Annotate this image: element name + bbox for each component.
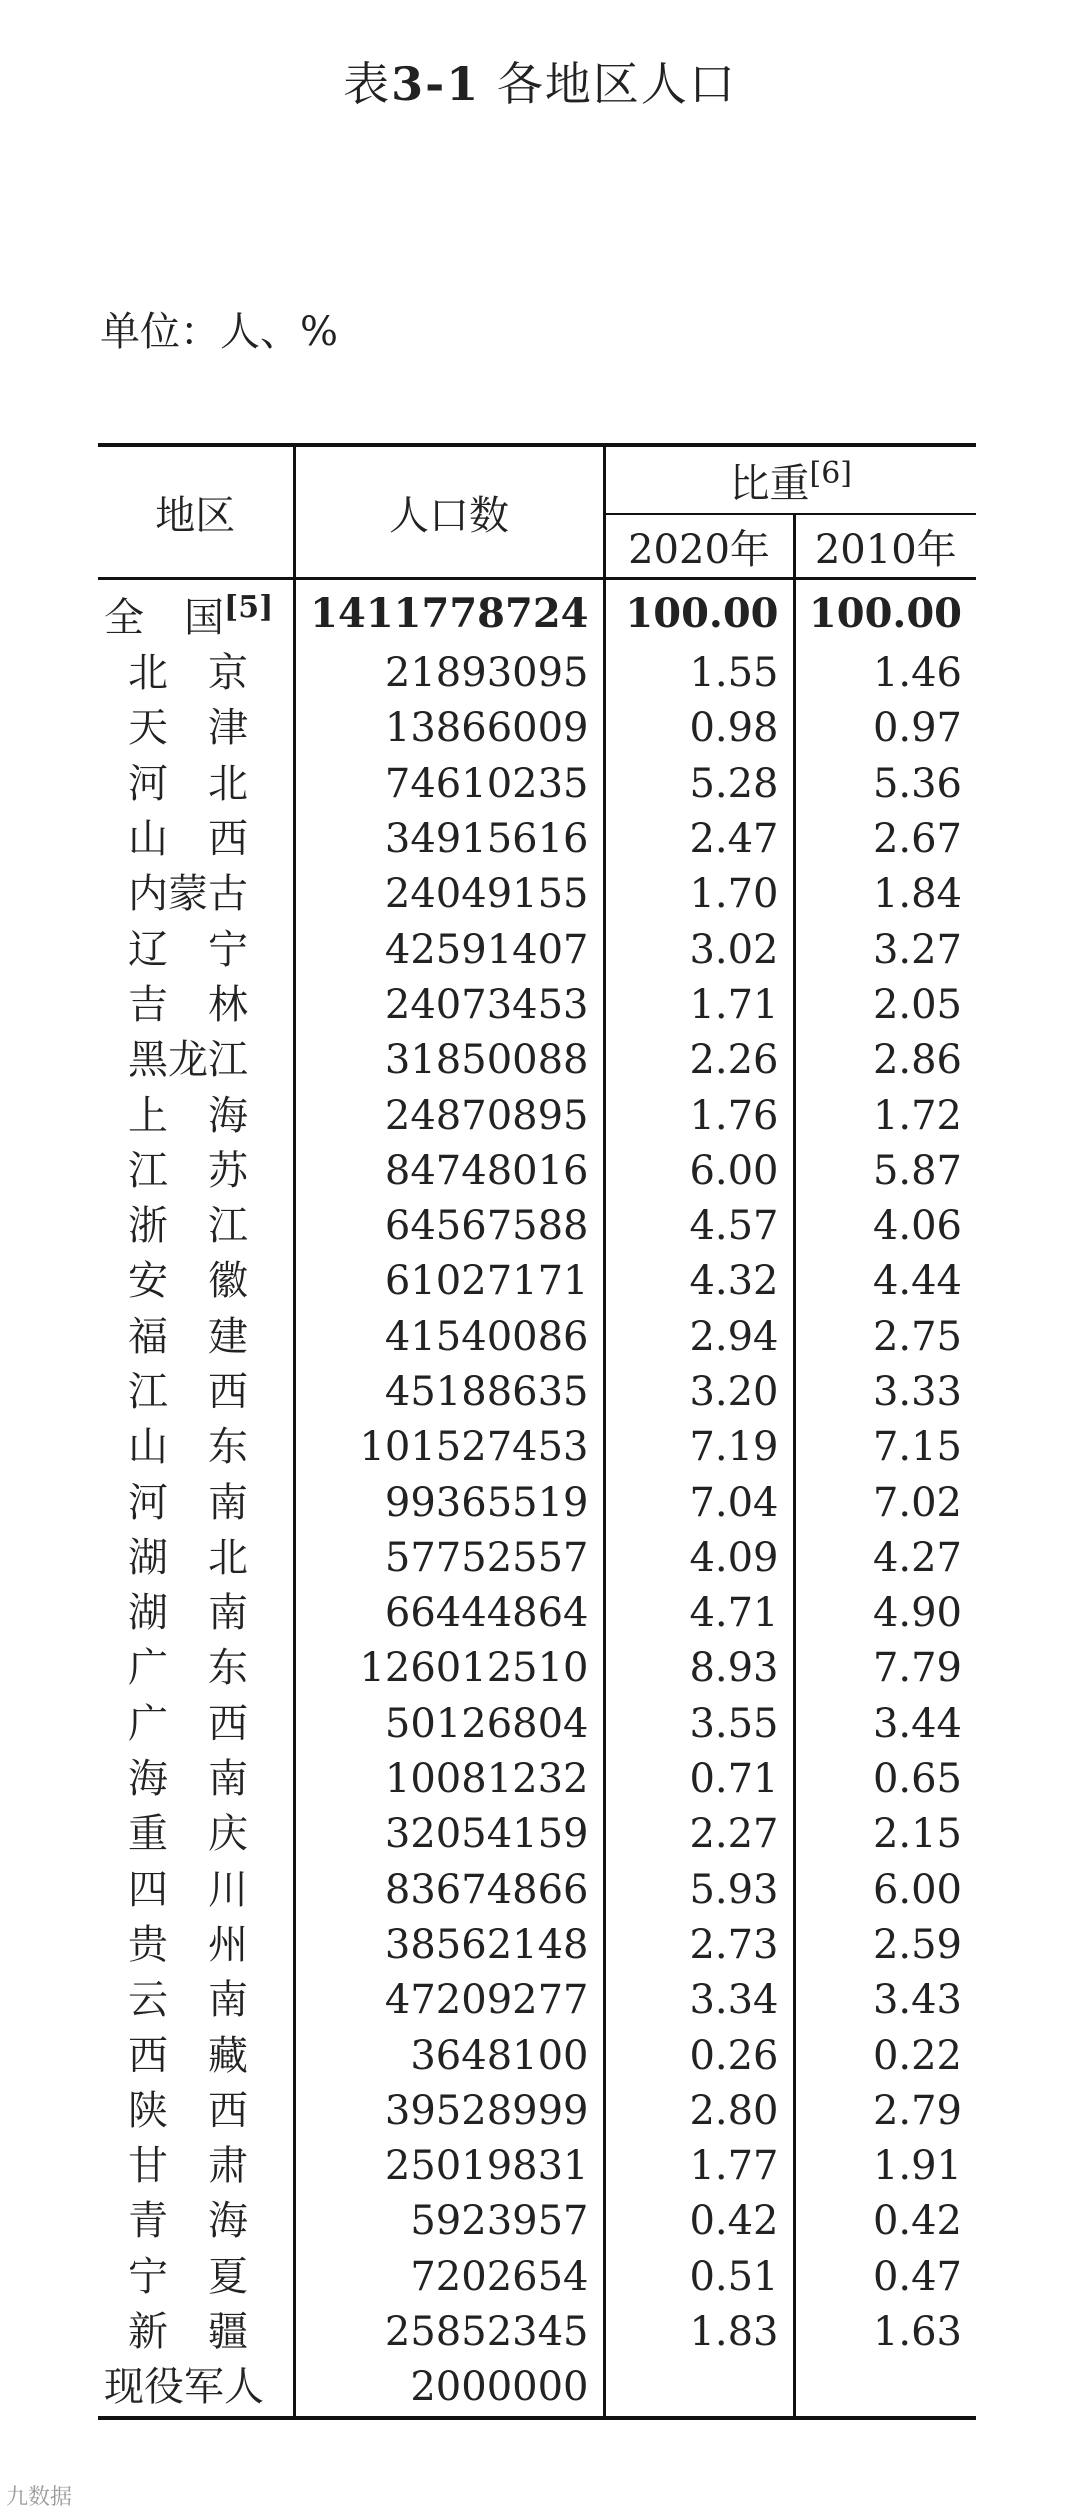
ratio-2010-cell: 3.27 xyxy=(872,926,962,973)
population-cell: 25852345 xyxy=(294,2305,604,2360)
ratio-2010-cell: 3.33 xyxy=(872,1369,962,1415)
population-cell: 45188635 xyxy=(294,1365,604,1420)
region-cell: 山 东 xyxy=(98,1420,294,1475)
region-cell: 福 建 xyxy=(98,1310,294,1365)
ratio-2010-cell: 0.47 xyxy=(872,2253,962,2300)
ratio-2020-cell: 4.71 xyxy=(604,1586,794,1641)
population-cell: 21893095 xyxy=(294,646,604,701)
ratio-2010-cell: 1.63 xyxy=(872,2309,962,2356)
region-cell: 云 南 xyxy=(98,1973,294,2028)
table-row-military xyxy=(98,2360,976,2417)
ratio-2010-cell: 4.90 xyxy=(872,1590,962,1637)
population-cell: 83674866 xyxy=(294,1863,604,1918)
header-population: 人口数 xyxy=(294,445,604,579)
region-cell: 天 津 xyxy=(98,701,294,756)
region-cell: 湖 北 xyxy=(98,1531,294,1586)
population-cell: 5923957 xyxy=(294,2194,604,2249)
ratio-2020-cell: 0.71 xyxy=(604,1752,794,1807)
ratio-2020-cell: 1.71 xyxy=(604,978,794,1033)
population-cell: 31850088 xyxy=(294,1033,604,1088)
region-cell: 江 苏 xyxy=(98,1144,294,1199)
ratio-2020-cell: 2.94 xyxy=(604,1310,794,1365)
ratio-2010-cell: 1.91 xyxy=(872,2143,962,2190)
population-cell: 99365519 xyxy=(294,1475,604,1530)
region-cell: 河 北 xyxy=(98,757,294,812)
ratio-2020-cell: 4.09 xyxy=(604,1531,794,1586)
population-cell: 10081232 xyxy=(294,1752,604,1807)
ratio-2010-cell: 7.79 xyxy=(872,1645,962,1692)
region-cell: 青 海 xyxy=(98,2194,294,2249)
table-row xyxy=(98,1918,976,1973)
ratio-2010-cell: 5.36 xyxy=(872,760,962,807)
ratio-2020-cell: 4.57 xyxy=(604,1199,794,1254)
region-cell: 北 京 xyxy=(98,646,294,701)
population-cell: 24870895 xyxy=(294,1088,604,1143)
table-row xyxy=(98,867,976,922)
header-year-2020: 2020年 xyxy=(604,514,794,579)
region-cell: 宁 夏 xyxy=(98,2250,294,2305)
ratio-2010-cell: 1.84 xyxy=(872,871,962,918)
ratio-2010-cell: 100.00 xyxy=(808,589,962,637)
ratio-2010-cell: 4.06 xyxy=(872,1203,962,1250)
ratio-2020-cell: 6.00 xyxy=(604,1144,794,1199)
population-cell: 3648100 xyxy=(294,2028,604,2083)
ratio-2010-cell: 0.97 xyxy=(872,705,962,752)
ratio-2010-cell: 2.15 xyxy=(872,1811,962,1858)
table-title: 表3-1 各地区人口 xyxy=(343,57,737,111)
table-row xyxy=(98,812,976,867)
ratio-footnote: [6] xyxy=(809,455,852,491)
ratio-2010-cell: 1.46 xyxy=(872,650,962,697)
region-cell: 新 疆 xyxy=(98,2305,294,2360)
population-cell: 1411778724 xyxy=(294,579,604,647)
population-cell: 32054159 xyxy=(294,1807,604,1862)
ratio-2020-cell: 2.73 xyxy=(604,1918,794,1973)
table-row xyxy=(98,1752,976,1807)
region-cell: 江 西 xyxy=(98,1365,294,1420)
ratio-2020-cell: 0.98 xyxy=(604,701,794,756)
population-cell: 84748016 xyxy=(294,1144,604,1199)
population-cell: 7202654 xyxy=(294,2250,604,2305)
ratio-2020-cell: 100.00 xyxy=(604,579,794,647)
unit-label: 单位：人、% xyxy=(100,309,339,355)
region-cell: 山 西 xyxy=(98,812,294,867)
ratio-2010-cell: 2.59 xyxy=(872,1921,962,1968)
header-region: 地区 xyxy=(98,445,294,579)
region-cell: 吉 林 xyxy=(98,978,294,1033)
ratio-2010-cell: 6.00 xyxy=(872,1866,962,1913)
table-row xyxy=(98,2139,976,2194)
population-cell: 38562148 xyxy=(294,1918,604,1973)
ratio-2020-cell: 1.77 xyxy=(604,2139,794,2194)
ratio-2020-cell: 2.80 xyxy=(604,2084,794,2139)
population-cell: 61027171 xyxy=(294,1254,604,1309)
table-row xyxy=(98,1310,976,1365)
table-row xyxy=(98,2084,976,2139)
region-cell: 重 庆 xyxy=(98,1807,294,1862)
ratio-2020-cell xyxy=(604,2360,794,2417)
ratio-2010-cell: 7.02 xyxy=(872,1479,962,1526)
population-cell: 39528999 xyxy=(294,2084,604,2139)
table-row xyxy=(98,1973,976,2028)
region-cell: 湖 南 xyxy=(98,1586,294,1641)
region-cell: 黑龙江 xyxy=(98,1033,294,1088)
ratio-2020-cell: 3.20 xyxy=(604,1365,794,1420)
ratio-2010-cell: 2.79 xyxy=(872,2087,962,2134)
region-cell: 内蒙古 xyxy=(98,867,294,922)
ratio-2020-cell: 1.83 xyxy=(604,2305,794,2360)
ratio-2020-cell: 5.28 xyxy=(604,757,794,812)
table-row xyxy=(98,2305,976,2360)
region-cell: 辽 宁 xyxy=(98,922,294,977)
region-cell: 海 南 xyxy=(98,1752,294,1807)
population-cell: 2000000 xyxy=(294,2360,604,2417)
ratio-2020-cell: 7.04 xyxy=(604,1475,794,1530)
ratio-2020-cell: 1.76 xyxy=(604,1088,794,1143)
ratio-2020-cell: 2.27 xyxy=(604,1807,794,1862)
ratio-2020-cell: 0.51 xyxy=(604,2250,794,2305)
header-year-2010: 2010年 xyxy=(814,526,957,573)
ratio-2020-cell: 5.93 xyxy=(604,1863,794,1918)
table-body xyxy=(98,579,976,2418)
region-cell: 上 海 xyxy=(98,1088,294,1143)
ratio-2020-cell: 8.93 xyxy=(604,1641,794,1696)
ratio-2010-cell: 4.44 xyxy=(872,1258,962,1305)
ratio-2020-cell: 4.32 xyxy=(604,1254,794,1309)
table-row xyxy=(98,701,976,756)
population-cell: 74610235 xyxy=(294,757,604,812)
ratio-2020-cell: 2.26 xyxy=(604,1033,794,1088)
table-row xyxy=(98,1365,976,1420)
population-cell: 34915616 xyxy=(294,812,604,867)
region-cell: 浙 江 xyxy=(98,1199,294,1254)
population-cell: 41540086 xyxy=(294,1310,604,1365)
table-row xyxy=(98,1586,976,1641)
ratio-2020-cell: 2.47 xyxy=(604,812,794,867)
region-cell: 安 徽 xyxy=(98,1254,294,1309)
population-cell: 66444864 xyxy=(294,1586,604,1641)
table-row xyxy=(98,1420,976,1475)
table-row xyxy=(98,757,976,812)
region-cell: 西 藏 xyxy=(98,2028,294,2083)
ratio-2010-cell: 1.72 xyxy=(872,1092,962,1139)
population-cell: 57752557 xyxy=(294,1531,604,1586)
population-cell: 24049155 xyxy=(294,867,604,922)
watermark: 九数据 xyxy=(6,2485,73,2510)
population-cell: 13866009 xyxy=(294,701,604,756)
table-row xyxy=(98,1807,976,1862)
region-cell: 陕 西 xyxy=(98,2084,294,2139)
region-cell: 四 川 xyxy=(98,1863,294,1918)
table-row xyxy=(98,646,976,701)
population-cell: 64567588 xyxy=(294,1199,604,1254)
population-cell: 42591407 xyxy=(294,922,604,977)
ratio-2020-cell: 7.19 xyxy=(604,1420,794,1475)
population-cell: 25019831 xyxy=(294,2139,604,2194)
population-cell: 50126804 xyxy=(294,1697,604,1752)
population-table xyxy=(98,443,976,2420)
table-row xyxy=(98,1531,976,1586)
ratio-2010-cell: 3.43 xyxy=(872,1977,962,2024)
table-row xyxy=(98,922,976,977)
population-cell: 24073453 xyxy=(294,978,604,1033)
ratio-2020-cell: 3.55 xyxy=(604,1697,794,1752)
ratio-2010-cell: 4.27 xyxy=(872,1534,962,1581)
region-cell: 广 东 xyxy=(98,1641,294,1696)
region-cell: 现役军人 xyxy=(98,2360,294,2417)
region-cell: 贵 州 xyxy=(98,1918,294,1973)
ratio-2020-cell: 3.02 xyxy=(604,922,794,977)
ratio-2010-cell: 2.67 xyxy=(872,816,962,863)
ratio-2020-cell: 1.70 xyxy=(604,867,794,922)
ratio-2010-cell: 0.22 xyxy=(872,2032,962,2079)
table-row xyxy=(98,2194,976,2249)
population-cell: 126012510 xyxy=(294,1641,604,1696)
population-cell: 47209277 xyxy=(294,1973,604,2028)
ratio-2020-cell: 0.42 xyxy=(604,2194,794,2249)
table-row-nation xyxy=(98,579,976,647)
table-row xyxy=(98,1254,976,1309)
ratio-2020-cell: 3.34 xyxy=(604,1973,794,2028)
ratio-2010-cell: 3.44 xyxy=(872,1700,962,1747)
region-cell: 广 西 xyxy=(98,1697,294,1752)
table-row xyxy=(98,2028,976,2083)
ratio-2010-cell: 7.15 xyxy=(872,1424,962,1471)
table-row xyxy=(98,1475,976,1530)
table-row xyxy=(98,1641,976,1696)
ratio-2010-cell: 5.87 xyxy=(872,1147,962,1194)
ratio-2010-cell: 2.05 xyxy=(872,981,962,1028)
region-cell: 河 南 xyxy=(98,1475,294,1530)
table-row xyxy=(98,2250,976,2305)
table-row xyxy=(98,1144,976,1199)
ratio-2020-cell: 1.55 xyxy=(604,646,794,701)
region-cell: 全 国[5] xyxy=(98,579,294,647)
ratio-2010-cell: 0.42 xyxy=(872,2198,962,2245)
table-row xyxy=(98,1199,976,1254)
header-ratio: 比重[6] xyxy=(604,445,976,514)
ratio-2010-cell: 2.86 xyxy=(872,1037,962,1084)
region-cell: 甘 肃 xyxy=(98,2139,294,2194)
nation-footnote: [5] xyxy=(224,590,274,625)
table-row xyxy=(98,1863,976,1918)
ratio-2010-cell: 2.75 xyxy=(872,1313,962,1360)
ratio-2010-cell: 0.65 xyxy=(872,1756,962,1803)
table-row xyxy=(98,978,976,1033)
table-row xyxy=(98,1033,976,1088)
table-row xyxy=(98,1697,976,1752)
population-cell: 101527453 xyxy=(294,1420,604,1475)
ratio-2020-cell: 0.26 xyxy=(604,2028,794,2083)
table-row xyxy=(98,1088,976,1143)
ratio-2010-cell xyxy=(794,2360,976,2417)
